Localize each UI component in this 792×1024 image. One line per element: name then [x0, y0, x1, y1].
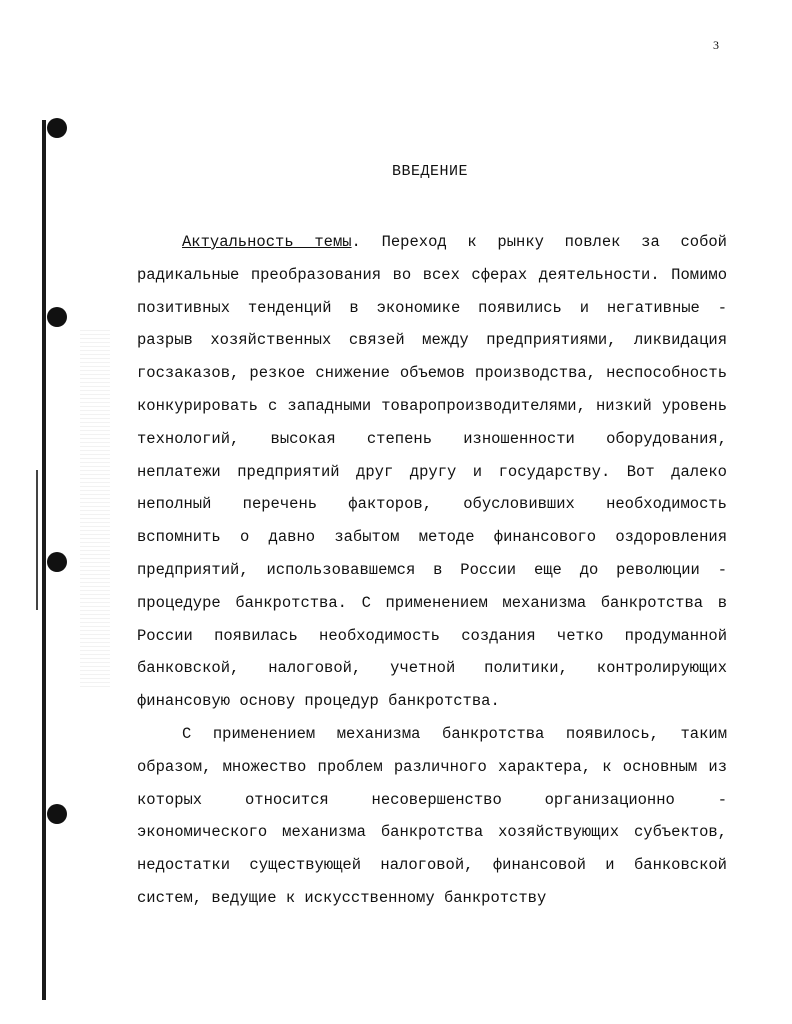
punch-hole-4	[47, 804, 67, 824]
punch-hole-1	[47, 118, 67, 138]
page-number: 3	[713, 38, 719, 52]
page-title: ВВЕДЕНИЕ	[391, 163, 468, 180]
binding-edge	[42, 120, 46, 1000]
paragraph-1	[137, 226, 727, 718]
paragraph-lead: Актуальность темы	[182, 233, 352, 251]
punch-hole-2	[47, 307, 67, 327]
body-text	[137, 226, 727, 915]
punch-hole-3	[47, 552, 67, 572]
paragraph-2: С применением механизма банкротства появилось, таким образом, множество проблем различного характера, к основным из которых относится несовершенство организационно - экономического механизма банкротства хозяйствующих субъектов, недостатки существующей налоговой, финансовой и банковской систем, ведущие к искусственному банкротству	[137, 724, 727, 907]
scan-speckle	[80, 330, 110, 690]
paragraph-body: . Переход к рынку повлек за собой радикальные преобразования во всех сферах деятельности. Помимо позитивных тенденций в экономике появились и негативные - разрыв хозяйственных связей между предприятиями, ликвидация госзаказов, резкое снижение объемов производства, неспособность конкурировать с западными товаропроизводителями, низкий уровень технологий, высокая степень изношенности оборудования, неплатежи предприятий друг другу и государству. Вот далеко неполный перечень факторов, обусловивших необходимость вспомнить о давно забытом методе финансового оздоровления предприятий, использовавшемся в России еще до революции - процедуре банкротства. С применением механизма банкротства в России появилась необходимость создания четко продуманной банковской, налоговой, учетной политики, контролирующих финансовую основу процедур банкротства.	[137, 233, 727, 711]
binding-edge-shadow	[36, 470, 38, 610]
